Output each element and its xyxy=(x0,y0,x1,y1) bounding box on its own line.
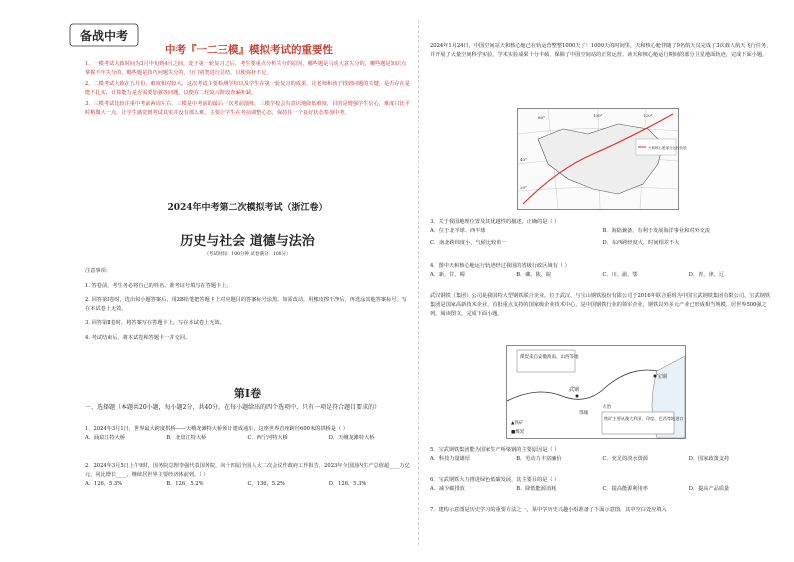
question-options xyxy=(430,227,775,236)
subject-title: 历史与社会 道德与法治 xyxy=(180,234,315,249)
question-stem: 3．关于我国地理位置及其优越性的描述，正确的是（ ） xyxy=(430,219,560,225)
question-5 xyxy=(430,446,775,467)
intro-paragraph-2: 2、二模考试大致在五月份，难度相对较大，这次考试主要检测学校以及学生在第一轮复习的成果，让老师和孩子找到问题的关键，是否存在是能不扎实，计算能力是否需要加强等问题，以便在二轮复习阶段查漏补缺。 xyxy=(85,81,410,96)
question-stem: 2．2024年3月5日上午9时，国务院总理李强代表国务院，向十四届全国人大二次会议作政府工作报告，2023年全国国内生产总值超____万亿元，同比增长____，继续居世界主要经济体前列。（ ） xyxy=(85,463,410,478)
option-c: C．川、渝、鄂 xyxy=(602,272,638,278)
note-4: 4. 考试结束后，将本试卷和答题卡一并交回。 xyxy=(85,334,191,341)
question-3 xyxy=(430,218,775,251)
note-2: 2. 回答第Ⅰ卷时，选出每小题答案后，用2B铅笔把答题卡上对应题目的答案标号涂黑。如需改动，用橡皮擦干净后，再选涂其他答案标号。写在本试卷上无效。 xyxy=(85,297,407,312)
question-6 xyxy=(430,476,775,497)
question-options xyxy=(85,434,410,443)
column-divider xyxy=(418,20,419,545)
right-intro-block xyxy=(430,42,775,60)
map-label: 铁矿主要从澳大利亚、印度、巴西等地进口 xyxy=(604,416,684,421)
map-label: 武钢 xyxy=(569,387,580,393)
option-d: D．国家政策支持 xyxy=(688,456,730,462)
question-options xyxy=(85,480,410,489)
question-options xyxy=(430,455,775,464)
option-c: C．南北跨纬度小，气候比较单一 xyxy=(430,240,507,246)
note-3: 3. 回答第Ⅱ卷时，将答案写在答题卡上。写在本试卷上无效。 xyxy=(85,320,225,326)
question-7 xyxy=(430,506,775,515)
map-label: 80° xyxy=(538,115,546,120)
right-intro: 2024年1月24日，中国空间站天和核心舱已在轨运营整整1000天了！1000天的时间里，天和核心舱伴随了9名航天员完成了3次载人航天飞行任务，并开展了大量空间科学实验，学术实验成果十分丰硕，保障了中国空间站的正常运营。读天和核心舱运行期间的部分卫星地面轨迹，完成下面小题。 xyxy=(430,43,772,58)
question-stem: 4．图中天和核心舱运行轨迹经过我国的省级行政区域有（ ） xyxy=(430,263,570,269)
option-c: C．提高能源利用率 xyxy=(602,486,648,492)
question-options xyxy=(430,271,775,280)
map-label: 20° xyxy=(520,185,528,190)
option-d: D．126，5.3% xyxy=(328,481,367,487)
question-stem: 7．建构示意图是历史学习的重要方法之一，某中学历史兴趣小组准备了下面示意图，其中空白处应填入 xyxy=(430,507,667,513)
map-label: 鄂城 xyxy=(579,411,588,416)
question-options xyxy=(430,485,775,494)
option-b: B．降低能源消耗 xyxy=(516,486,557,492)
intro-paragraph-1: 1、一模考试大致时间为3月中旬到4月之间，处于第一轮复习之后，考生要重点分析失分的原因，哪些题是马虎大意失分的，哪些题是知识点掌握不牢失分的，哪些题是技巧问题失分的，分门别类进行总结，以便弥补不足。 xyxy=(85,61,407,76)
question-stem: 1．2024年3月1日，世界最大跨度拱桥——天峨龙滩特大桥预计建成通车，这座世界首座跨径600米的拱桥是（ ） xyxy=(85,426,348,432)
map-label: 100° xyxy=(593,113,603,118)
option-a: A．126，5.3% xyxy=(85,481,123,487)
subject-meta: （考试时间：100分钟 试卷满分：100分） xyxy=(204,252,291,257)
map-label: 120° xyxy=(643,113,653,118)
right-mid-block xyxy=(430,292,775,319)
map-label: 大冶 xyxy=(602,405,611,410)
option-c: C．西宁河特大桥 xyxy=(247,435,288,441)
option-c: C．136，5.2% xyxy=(247,481,285,487)
intro-block xyxy=(85,60,410,120)
question-stem: 6．宝武钢铁大力推进绿色低碳发展，其主要目的是（ ） xyxy=(430,477,560,483)
notes-header: 注意事项： xyxy=(85,268,111,274)
option-a: A．位于北半球、西半球 xyxy=(430,228,486,234)
question-stem: 5．宝武钢铁集团能为国家生产桥梁钢的主要原因是（ ） xyxy=(430,447,560,453)
question-1 xyxy=(85,425,410,446)
option-a: A．涌泉江特大桥 xyxy=(85,435,126,441)
option-b: B．北盘江特大桥 xyxy=(166,435,207,441)
brand-logo xyxy=(70,22,140,50)
right-mid-text: 武汉钢铁（集团）公司是我国特大型钢铁联合企业。位于武汉，与宝山钢铁股份有限公司于2016年联合重组为中国宝武钢铁集团有限公司。宝武钢铁集团是国家高新技术企业、首批重点支持的国家级企业技术中心，是中国钢铁行业的领军企业，钢铁以外多元产业已形成相当规模，居世界500强之列。阅读图文，完成下面小题。 xyxy=(430,293,771,317)
question-4 xyxy=(430,262,775,283)
option-d: D．青、津、辽 xyxy=(688,272,725,278)
map-label: 宝钢 xyxy=(657,374,668,380)
option-a: A．减少碳排放 xyxy=(430,486,465,492)
map-legend: ■煤炭 xyxy=(511,430,525,435)
question-2 xyxy=(85,462,410,492)
option-b: B．126，5.2% xyxy=(166,481,204,487)
option-d: D．提高产品质量 xyxy=(688,486,730,492)
notes-block xyxy=(85,267,410,348)
option-b: B．藏、陕、皖 xyxy=(516,272,552,278)
option-b: B．劳动力丰富廉价 xyxy=(516,456,562,462)
intro-paragraph-3: 3、三模考试比较注重中考前两周左右，三模是中考前的最后一次考前演练，三模学校会有意识地降低难度，目的是增强学生信心，难度只比平时稍微大一点，让学生感觉到考试其实并没有那么难，主要让学生在考前调整心态，保持住一个良好状态参加中考。 xyxy=(85,101,410,116)
volume-title: 第Ⅰ卷 xyxy=(233,387,262,400)
steel-map xyxy=(506,345,686,439)
option-d: D．天峨龙滩特大桥 xyxy=(328,435,375,441)
option-b: B．海陆兼备，有利于发展海洋事业和对外交流 xyxy=(602,228,711,234)
map-legend: ▲铁矿 xyxy=(511,421,524,426)
header-title: 中考『一二三模』模拟考试的重要性 xyxy=(165,44,333,56)
option-a: A．科技力量雄厚 xyxy=(430,456,471,462)
map-label: 煤炭来自安徽淮南，山西等地 xyxy=(520,355,579,360)
logo-text: 备战中考 xyxy=(79,29,129,43)
option-c: C．充足的淡水资源 xyxy=(602,456,648,462)
map-legend: 天和核心舱部分运行轨迹 xyxy=(648,146,687,150)
map-label: 40° xyxy=(520,157,528,162)
note-1: 1. 答卷前，考生务必将自己的姓名、准考证号填写在答题卡上。 xyxy=(85,282,232,289)
section-title: 一、选择题（本题共20小题，每小题2分，共40分。在每小题给出的四个选项中，只有一项是符合题目要求的） xyxy=(85,404,381,411)
option-d: D．东西跨经度大，时间相差不大 xyxy=(602,240,680,246)
exam-title: 2024年中考第二次模拟考试（浙江卷） xyxy=(167,203,328,213)
option-a: A．新、甘、蜀 xyxy=(430,272,465,278)
question-options xyxy=(430,239,775,248)
orbit-map xyxy=(517,108,687,210)
